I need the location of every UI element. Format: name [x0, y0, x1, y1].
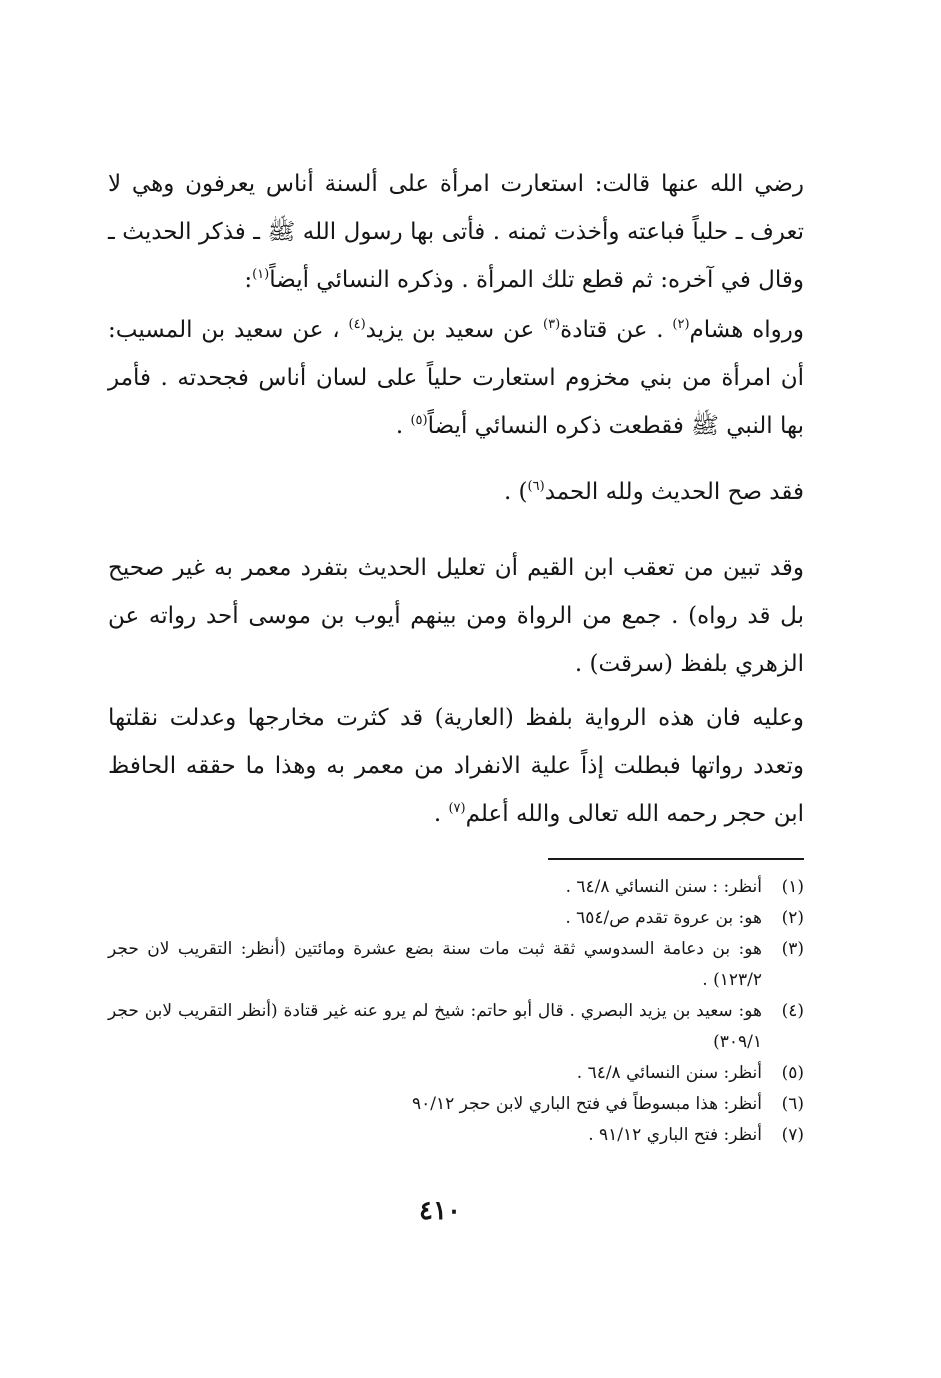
- footnote-ref: (٦): [527, 479, 545, 494]
- footnote-text: أنظر: سنن النسائي ٦٤/٨ .: [576, 1063, 762, 1083]
- footnote: [108, 1089, 804, 1120]
- text-run: وعليه فان هذه الرواية بلفظ (العارية) قد كثرت مخارجها وعدلت نقلتها وتعدد رواتها فبطلت إذاً علية الانفراد من معمر به وهذا ما حققه الحافظ ابن حجر رحمه الله تعالى والله أعلم: [108, 705, 804, 827]
- page-number: ٤١٠: [419, 1196, 461, 1226]
- text-run: وقد تبين من تعقب ابن القيم أن تعليل الحديث بتفرد معمر به غير صحيح بل قد رواه) . جمع من الرواة ومن بينهم أيوب بن موسى أحد رواته عن الزهري بلفظ (سرقت) .: [108, 555, 804, 677]
- footnote: [108, 872, 804, 903]
- footnote-number: (٣): [781, 939, 804, 959]
- paragraph: [108, 306, 804, 450]
- text-run: ، عن سعيد بن المسيب: أن امرأة من بني مخزوم استعارت حلياً على لسان أناس فجحدته . فأمر بها النبي ﷺ فقطعت ذكره النسائي أيضاً: [108, 317, 804, 439]
- footnote-text: أنظر: : سنن النسائي ٦٤/٨ .: [565, 877, 762, 897]
- text-run: :: [244, 267, 253, 293]
- text-run: رضي الله عنها قالت: استعارت امرأة على ألسنة أناس يعرفون وهي لا تعرف ـ حلياً فباعته وأخذت ثمنه . فأتى بها رسول الله ﷺ ـ فذكر الحديث ـ وقال في آخره: ثم قطع تلك المرأة . وذكره النسائي أيضاً: [108, 171, 804, 293]
- footnote-number: (٧): [781, 1125, 804, 1145]
- text-run: .: [433, 801, 449, 827]
- footnote-ref: (٣): [543, 317, 561, 332]
- footnote-ref: (٤): [348, 317, 366, 332]
- footnote-ref: (٧): [448, 801, 466, 816]
- text-run: ورواه هشام: [689, 317, 805, 343]
- footnote-number: (٤): [781, 1001, 804, 1021]
- footnote-number: (١): [781, 877, 804, 897]
- footnote-ref: (١): [252, 267, 270, 282]
- paragraph: [108, 468, 804, 516]
- footnote-text: أنظر: هذا مبسوطاً في فتح الباري لابن حجر ٩٠/١٢: [412, 1094, 762, 1114]
- footnote-number: (٦): [781, 1094, 804, 1114]
- text-run: . عن قتادة: [560, 317, 673, 343]
- footnote-number: (٢): [781, 908, 804, 928]
- footnote-separator: [548, 858, 804, 860]
- footnote: [108, 996, 804, 1058]
- text-run: ) .: [503, 479, 528, 505]
- footnote-ref: (٢): [672, 317, 690, 332]
- footnote-text: هو: بن عروة تقدم ص/٦٥٤ .: [565, 908, 762, 928]
- footnotes-list: [108, 872, 804, 1151]
- paragraph: [108, 544, 804, 688]
- text-run: فقد صح الحديث ولله الحمد: [544, 479, 804, 505]
- footnote-text: هو: بن دعامة السدوسي ثقة ثبت مات سنة بضع عشرة ومائتين (أنظر: التقريب لان حجر ١٢٣/٢) .: [108, 939, 762, 990]
- text-run: عن سعيد بن يزيد: [365, 317, 544, 343]
- paragraph: [108, 160, 804, 304]
- footnote: [108, 934, 804, 996]
- footnote-text: أنظر: فتح الباري ٩١/١٢ .: [588, 1125, 762, 1145]
- text-run: .: [395, 413, 411, 439]
- footnote-ref: (٥): [410, 413, 428, 428]
- footnote-text: هو: سعيد بن يزيد البصري . قال أبو حاتم: شيخ لم يرو عنه غير قتادة (أنظر التقريب لابن حجر ٣٠٩/١): [108, 1001, 762, 1052]
- paragraph: [108, 694, 804, 838]
- footnote: [108, 1120, 804, 1151]
- footnote-number: (٥): [781, 1063, 804, 1083]
- footnote: [108, 903, 804, 934]
- footnote: [108, 1058, 804, 1089]
